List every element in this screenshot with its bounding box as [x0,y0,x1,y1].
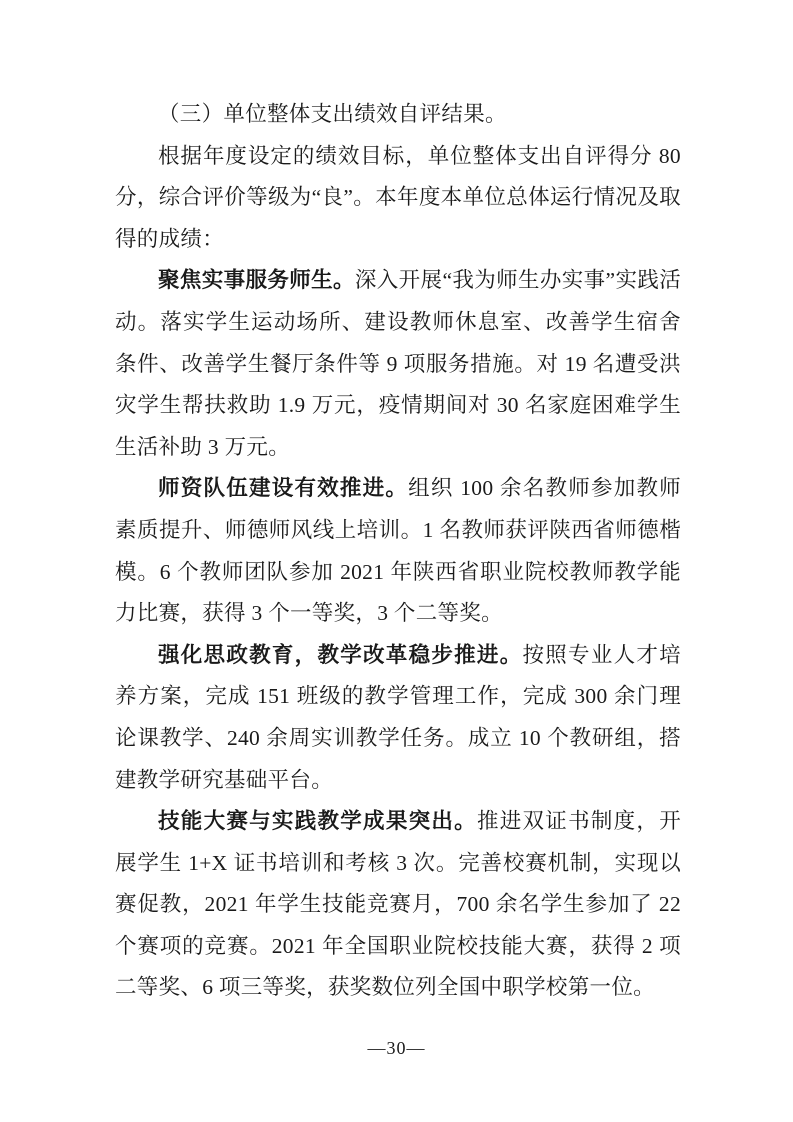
paragraph-service [115,260,681,468]
paragraph-lead: 聚焦实事服务师生。 [158,268,355,293]
page-number [0,1038,793,1059]
page-number-text: —30— [367,1038,426,1058]
paragraph-faculty [115,468,681,634]
paragraph-competition [115,801,681,1009]
section-heading: （三）单位整体支出绩效自评结果。 [158,102,507,126]
paragraph-teaching-reform [115,635,681,801]
paragraph-text: 推进双证书制度，开展学生 1+X 证书培训和考核 3 次。完善校赛机制，实现以赛促教，2021 年学生技能竞赛月，700 余名学生参加了 22 个赛项的竞赛。2021 年全国职业院校技能大赛，获得 2 项二等奖、6 项三等奖，获奖数位列全国中职学校第一位。 [115,809,682,1000]
paragraph-lead: 强化思政教育，教学改革稳步推进。 [158,642,523,667]
paragraph-text: 组织 100 余名教师参加教师素质提升、师德师风线上培训。1 名教师获评陕西省师德楷模。6 个教师团队参加 2021 年陕西省职业院校教师教学能力比赛，获得 3 个一等奖，3 个二等奖。 [115,476,681,626]
paragraph-text: 按照专业人才培养方案，完成 151 班级的教学管理工作，完成 300 余门理论课教学、240 余周实训教学任务。成立 10 个教研组，搭建教学研究基础平台。 [115,642,681,792]
paragraph-lead: 师资队伍建设有效推进。 [158,476,409,501]
paragraph-lead: 技能大赛与实践教学成果突出。 [158,809,477,834]
document-body [115,94,681,1009]
paragraph-text: 深入开展“我为师生办实事”实践活动。落实学生运动场所、建设教师休息室、改善学生宿舍条件、改善学生餐厅条件等 9 项服务措施。对 19 名遭受洪灾学生帮扶救助 1.9 万元，疫情期间对 30 名家庭困难学生生活补助 3 万元。 [115,268,682,459]
intro-paragraph: 根据年度设定的绩效目标，单位整体支出自评得分 80 分，综合评价等级为“良”。本年度本单位总体运行情况及取得的成绩： [115,143,681,251]
